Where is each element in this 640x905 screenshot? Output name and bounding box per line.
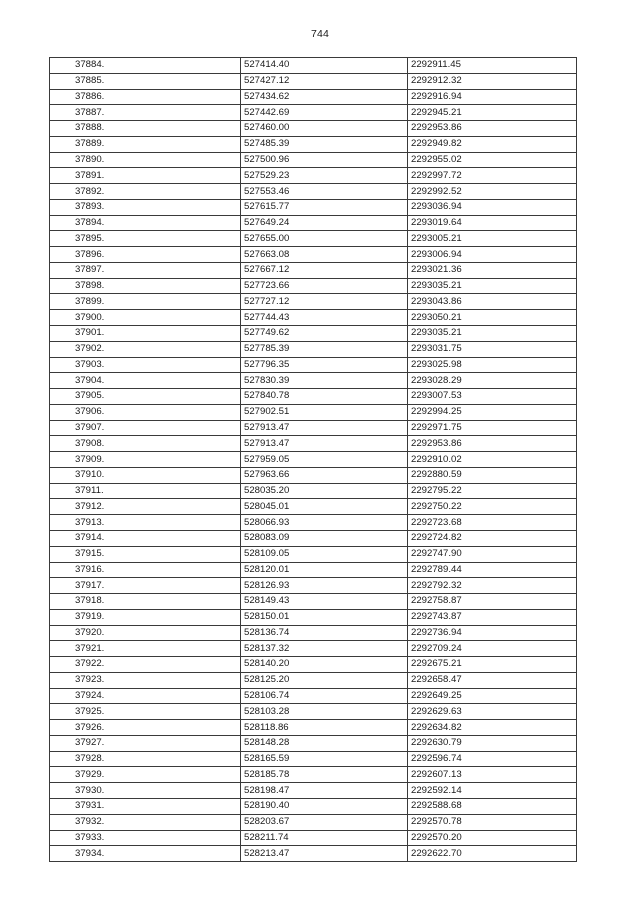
point-id-cell: 37912.: [50, 499, 241, 515]
table-row: [50, 846, 577, 862]
x-coordinate-cell: 527667.12: [241, 262, 408, 278]
table-row: [50, 231, 577, 247]
point-id-cell: 37885.: [50, 73, 241, 89]
table-row: [50, 373, 577, 389]
point-id-cell: 37919.: [50, 609, 241, 625]
x-coordinate-cell: 527723.66: [241, 278, 408, 294]
point-id-cell: 37891.: [50, 168, 241, 184]
table-row: [50, 247, 577, 263]
x-coordinate-cell: 527434.62: [241, 89, 408, 105]
table-row: [50, 420, 577, 436]
x-coordinate-cell: 527414.40: [241, 58, 408, 74]
y-coordinate-cell: 2292592.14: [408, 783, 577, 799]
x-coordinate-cell: 527902.51: [241, 404, 408, 420]
y-coordinate-cell: 2292994.25: [408, 404, 577, 420]
y-coordinate-cell: 2292658.47: [408, 672, 577, 688]
table-row: [50, 121, 577, 137]
y-coordinate-cell: 2292622.70: [408, 846, 577, 862]
point-id-cell: 37909.: [50, 452, 241, 468]
point-id-cell: 37927.: [50, 735, 241, 751]
x-coordinate-cell: 528109.05: [241, 546, 408, 562]
x-coordinate-cell: 528140.20: [241, 657, 408, 673]
x-coordinate-cell: 528045.01: [241, 499, 408, 515]
y-coordinate-cell: 2292910.02: [408, 452, 577, 468]
x-coordinate-cell: 528136.74: [241, 625, 408, 641]
x-coordinate-cell: 527727.12: [241, 294, 408, 310]
table-row: [50, 720, 577, 736]
table-row: [50, 578, 577, 594]
x-coordinate-cell: 528211.74: [241, 830, 408, 846]
table-row: [50, 672, 577, 688]
y-coordinate-cell: 2292709.24: [408, 641, 577, 657]
point-id-cell: 37907.: [50, 420, 241, 436]
x-coordinate-cell: 528190.40: [241, 798, 408, 814]
point-id-cell: 37901.: [50, 326, 241, 342]
table-row: [50, 814, 577, 830]
coordinate-table: [49, 57, 577, 862]
x-coordinate-cell: 528106.74: [241, 688, 408, 704]
y-coordinate-cell: 2292971.75: [408, 420, 577, 436]
table-row: [50, 688, 577, 704]
x-coordinate-cell: 527485.39: [241, 136, 408, 152]
y-coordinate-cell: 2292724.82: [408, 530, 577, 546]
point-id-cell: 37930.: [50, 783, 241, 799]
x-coordinate-cell: 527959.05: [241, 452, 408, 468]
y-coordinate-cell: 2293005.21: [408, 231, 577, 247]
table-row: [50, 767, 577, 783]
x-coordinate-cell: 527830.39: [241, 373, 408, 389]
point-id-cell: 37933.: [50, 830, 241, 846]
point-id-cell: 37898.: [50, 278, 241, 294]
y-coordinate-cell: 2292743.87: [408, 609, 577, 625]
x-coordinate-cell: 528148.28: [241, 735, 408, 751]
x-coordinate-cell: 528120.01: [241, 562, 408, 578]
table-row: [50, 483, 577, 499]
y-coordinate-cell: 2292588.68: [408, 798, 577, 814]
point-id-cell: 37904.: [50, 373, 241, 389]
y-coordinate-cell: 2292912.32: [408, 73, 577, 89]
y-coordinate-cell: 2292649.25: [408, 688, 577, 704]
y-coordinate-cell: 2292570.78: [408, 814, 577, 830]
point-id-cell: 37890.: [50, 152, 241, 168]
x-coordinate-cell: 527744.43: [241, 310, 408, 326]
y-coordinate-cell: 2292630.79: [408, 735, 577, 751]
x-coordinate-cell: 527913.47: [241, 436, 408, 452]
point-id-cell: 37913.: [50, 515, 241, 531]
table-row: [50, 704, 577, 720]
table-row: [50, 830, 577, 846]
y-coordinate-cell: 2292634.82: [408, 720, 577, 736]
x-coordinate-cell: 528150.01: [241, 609, 408, 625]
point-id-cell: 37934.: [50, 846, 241, 862]
table-row: [50, 357, 577, 373]
point-id-cell: 37917.: [50, 578, 241, 594]
x-coordinate-cell: 528125.20: [241, 672, 408, 688]
y-coordinate-cell: 2292570.20: [408, 830, 577, 846]
x-coordinate-cell: 527460.00: [241, 121, 408, 137]
table-row: [50, 105, 577, 121]
table-row: [50, 735, 577, 751]
x-coordinate-cell: 527655.00: [241, 231, 408, 247]
point-id-cell: 37916.: [50, 562, 241, 578]
table-row: [50, 530, 577, 546]
x-coordinate-cell: 527442.69: [241, 105, 408, 121]
table-row: [50, 546, 577, 562]
point-id-cell: 37931.: [50, 798, 241, 814]
y-coordinate-cell: 2292723.68: [408, 515, 577, 531]
point-id-cell: 37932.: [50, 814, 241, 830]
x-coordinate-cell: 528066.93: [241, 515, 408, 531]
page-number: 744: [310, 28, 330, 40]
y-coordinate-cell: 2292750.22: [408, 499, 577, 515]
point-id-cell: 37905.: [50, 389, 241, 405]
y-coordinate-cell: 2292953.86: [408, 121, 577, 137]
y-coordinate-cell: 2292955.02: [408, 152, 577, 168]
point-id-cell: 37925.: [50, 704, 241, 720]
y-coordinate-cell: 2293019.64: [408, 215, 577, 231]
table-row: [50, 499, 577, 515]
point-id-cell: 37887.: [50, 105, 241, 121]
point-id-cell: 37894.: [50, 215, 241, 231]
point-id-cell: 37897.: [50, 262, 241, 278]
y-coordinate-cell: 2292945.21: [408, 105, 577, 121]
y-coordinate-cell: 2292789.44: [408, 562, 577, 578]
point-id-cell: 37929.: [50, 767, 241, 783]
x-coordinate-cell: 527649.24: [241, 215, 408, 231]
point-id-cell: 37892.: [50, 184, 241, 200]
table-row: [50, 515, 577, 531]
y-coordinate-cell: 2292736.94: [408, 625, 577, 641]
y-coordinate-cell: 2293043.86: [408, 294, 577, 310]
point-id-cell: 37896.: [50, 247, 241, 263]
y-coordinate-cell: 2292596.74: [408, 751, 577, 767]
x-coordinate-cell: 528118.86: [241, 720, 408, 736]
y-coordinate-cell: 2293050.21: [408, 310, 577, 326]
y-coordinate-cell: 2292795.22: [408, 483, 577, 499]
x-coordinate-cell: 527963.66: [241, 467, 408, 483]
point-id-cell: 37902.: [50, 341, 241, 357]
x-coordinate-cell: 527796.35: [241, 357, 408, 373]
y-coordinate-cell: 2292911.45: [408, 58, 577, 74]
x-coordinate-cell: 528149.43: [241, 594, 408, 610]
table-row: [50, 467, 577, 483]
point-id-cell: 37899.: [50, 294, 241, 310]
y-coordinate-cell: 2292880.59: [408, 467, 577, 483]
table-row: [50, 199, 577, 215]
table-row: [50, 262, 577, 278]
x-coordinate-cell: 528165.59: [241, 751, 408, 767]
y-coordinate-cell: 2293028.29: [408, 373, 577, 389]
y-coordinate-cell: 2292675.21: [408, 657, 577, 673]
x-coordinate-cell: 528103.28: [241, 704, 408, 720]
point-id-cell: 37906.: [50, 404, 241, 420]
x-coordinate-cell: 528198.47: [241, 783, 408, 799]
table-row: [50, 73, 577, 89]
x-coordinate-cell: 528137.32: [241, 641, 408, 657]
table-row: [50, 341, 577, 357]
table-row: [50, 798, 577, 814]
y-coordinate-cell: 2292953.86: [408, 436, 577, 452]
y-coordinate-cell: 2293035.21: [408, 278, 577, 294]
x-coordinate-cell: 528203.67: [241, 814, 408, 830]
point-id-cell: 37900.: [50, 310, 241, 326]
point-id-cell: 37920.: [50, 625, 241, 641]
point-id-cell: 37926.: [50, 720, 241, 736]
table-row: [50, 58, 577, 74]
point-id-cell: 37914.: [50, 530, 241, 546]
y-coordinate-cell: 2293021.36: [408, 262, 577, 278]
x-coordinate-cell: 528185.78: [241, 767, 408, 783]
y-coordinate-cell: 2292747.90: [408, 546, 577, 562]
table-row: [50, 136, 577, 152]
y-coordinate-cell: 2292949.82: [408, 136, 577, 152]
y-coordinate-cell: 2293025.98: [408, 357, 577, 373]
point-id-cell: 37893.: [50, 199, 241, 215]
y-coordinate-cell: 2293031.75: [408, 341, 577, 357]
table-row: [50, 641, 577, 657]
point-id-cell: 37928.: [50, 751, 241, 767]
table-row: [50, 562, 577, 578]
table-row: [50, 215, 577, 231]
x-coordinate-cell: 527500.96: [241, 152, 408, 168]
table-row: [50, 625, 577, 641]
x-coordinate-cell: 527553.46: [241, 184, 408, 200]
table-row: [50, 436, 577, 452]
point-id-cell: 37923.: [50, 672, 241, 688]
x-coordinate-cell: 528213.47: [241, 846, 408, 862]
y-coordinate-cell: 2292629.63: [408, 704, 577, 720]
point-id-cell: 37889.: [50, 136, 241, 152]
table-row: [50, 89, 577, 105]
point-id-cell: 37922.: [50, 657, 241, 673]
table-row: [50, 184, 577, 200]
point-id-cell: 37911.: [50, 483, 241, 499]
point-id-cell: 37884.: [50, 58, 241, 74]
point-id-cell: 37908.: [50, 436, 241, 452]
x-coordinate-cell: 527913.47: [241, 420, 408, 436]
point-id-cell: 37921.: [50, 641, 241, 657]
x-coordinate-cell: 527663.08: [241, 247, 408, 263]
point-id-cell: 37903.: [50, 357, 241, 373]
x-coordinate-cell: 528126.93: [241, 578, 408, 594]
table-row: [50, 452, 577, 468]
table-row: [50, 609, 577, 625]
y-coordinate-cell: 2292997.72: [408, 168, 577, 184]
y-coordinate-cell: 2292916.94: [408, 89, 577, 105]
x-coordinate-cell: 528035.20: [241, 483, 408, 499]
table-row: [50, 152, 577, 168]
table-row: [50, 404, 577, 420]
point-id-cell: 37895.: [50, 231, 241, 247]
point-id-cell: 37886.: [50, 89, 241, 105]
table-row: [50, 326, 577, 342]
table-row: [50, 783, 577, 799]
x-coordinate-cell: 527785.39: [241, 341, 408, 357]
table-row: [50, 657, 577, 673]
y-coordinate-cell: 2292607.13: [408, 767, 577, 783]
y-coordinate-cell: 2292992.52: [408, 184, 577, 200]
x-coordinate-cell: 527840.78: [241, 389, 408, 405]
point-id-cell: 37910.: [50, 467, 241, 483]
table-row: [50, 278, 577, 294]
table-row: [50, 594, 577, 610]
x-coordinate-cell: 527615.77: [241, 199, 408, 215]
point-id-cell: 37924.: [50, 688, 241, 704]
x-coordinate-cell: 527529.23: [241, 168, 408, 184]
point-id-cell: 37915.: [50, 546, 241, 562]
x-coordinate-cell: 528083.09: [241, 530, 408, 546]
table-row: [50, 751, 577, 767]
y-coordinate-cell: 2292792.32: [408, 578, 577, 594]
table-row: [50, 294, 577, 310]
y-coordinate-cell: 2293007.53: [408, 389, 577, 405]
table-row: [50, 310, 577, 326]
y-coordinate-cell: 2293035.21: [408, 326, 577, 342]
y-coordinate-cell: 2292758.87: [408, 594, 577, 610]
x-coordinate-cell: 527749.62: [241, 326, 408, 342]
y-coordinate-cell: 2293036.94: [408, 199, 577, 215]
point-id-cell: 37918.: [50, 594, 241, 610]
coordinate-table-body: [50, 58, 577, 862]
x-coordinate-cell: 527427.12: [241, 73, 408, 89]
table-row: [50, 389, 577, 405]
point-id-cell: 37888.: [50, 121, 241, 137]
y-coordinate-cell: 2293006.94: [408, 247, 577, 263]
table-row: [50, 168, 577, 184]
